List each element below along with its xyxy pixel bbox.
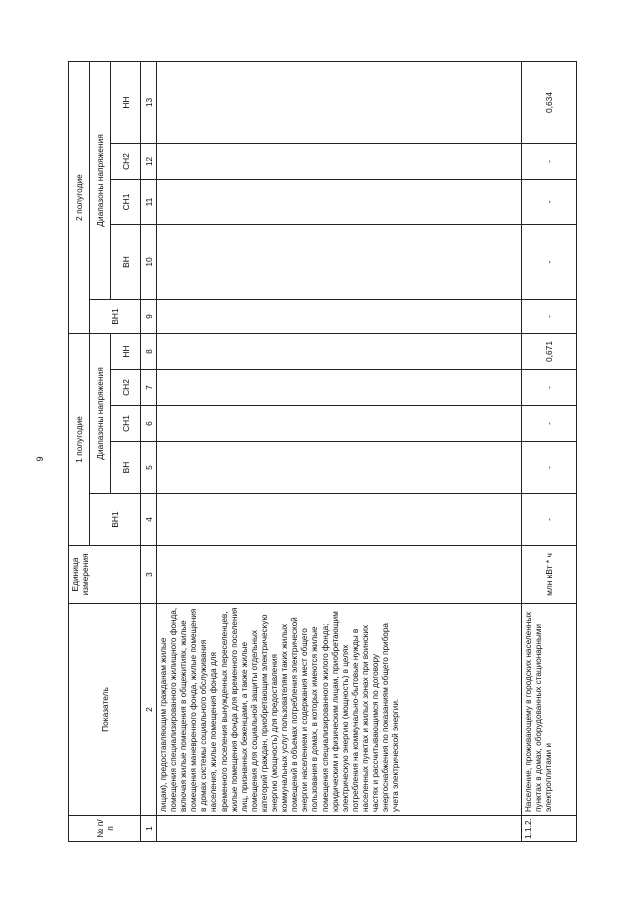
header-h1-ranges: Диапазоны напряжения — [90, 334, 111, 494]
cell-value: - — [522, 442, 577, 494]
cell-value — [157, 334, 522, 370]
header-h1-vn: ВН — [111, 442, 141, 494]
cell-value — [157, 62, 522, 144]
col-number: 5 — [141, 442, 157, 494]
cell-value — [157, 300, 522, 334]
cell-value: 0,671 — [522, 334, 577, 370]
header-half1: 1 полугодие — [69, 334, 90, 546]
table-row — [522, 62, 577, 842]
cell-value — [157, 225, 522, 300]
col-number: 7 — [141, 370, 157, 406]
header-h1-sn1: СН1 — [111, 406, 141, 442]
header-h1-nn: НН — [111, 334, 141, 370]
col-number: 1 — [141, 816, 157, 842]
cell-value — [157, 494, 522, 546]
cell-value: - — [522, 494, 577, 546]
rotated-table-container — [68, 62, 576, 842]
row-num — [157, 816, 522, 842]
col-number: 2 — [141, 604, 157, 816]
header-h2-vn: ВН — [111, 225, 141, 300]
column-number-row — [141, 62, 157, 842]
header-h2-ranges: Диапазоны напряжения — [90, 62, 111, 300]
cell-value: - — [522, 180, 577, 225]
header-unit: Единица измерения — [69, 546, 141, 604]
page-number: 9 — [35, 456, 45, 462]
cell-value: - — [522, 370, 577, 406]
header-half2: 2 полугодие — [69, 62, 90, 334]
col-number: 3 — [141, 546, 157, 604]
col-number: 6 — [141, 406, 157, 442]
col-number: 12 — [141, 144, 157, 180]
row-indicator: лицам), предоставляющим гражданам жилые помещения специализированного жилищного фонда, включая жилые помещения в общежитиях, жилые помещения маневренного фонда, жилые помещения в домах системы социального обслуживания населения, жилые помещения фонда для временного поселения вынужденных переселенцев, жилые помещения фонда для временного поселения лиц, признанных беженцами, а также жилые помещения для социальной защиты отдельных категорий граждан, приобретающим электрическую энергию (мощность) для предоставления коммунальных услуг пользователям таких жилых помещений в объемах потребления электрической энергии населением и содержания мест общего пользования в домах, в которых имеются жилые помещения специализированного жилого фонда; юридическим и физическим лицам, приобретающим электрическую энергию (мощность) в целях потребления на коммунально-бытовые нужды в населенных пунктах и жилых зонах при воинских частях и рассчитывающимся по договору энергоснабжения по показаниям общего прибора учета электрической энергии. — [157, 604, 522, 816]
row-unit: млн кВт * ч — [522, 546, 577, 604]
row-indicator: Население, проживающему в городских населенных пунктах в домах, оборудованных стационарными электроплитами и — [522, 604, 577, 816]
cell-value — [157, 180, 522, 225]
row-num: 1.1.2. — [522, 816, 577, 842]
header-h2-nn: НН — [111, 62, 141, 144]
cell-value: - — [522, 225, 577, 300]
cell-value — [157, 144, 522, 180]
cell-value — [157, 370, 522, 406]
cell-value — [157, 442, 522, 494]
cell-value — [157, 406, 522, 442]
col-number: 13 — [141, 62, 157, 144]
tariff-table — [68, 61, 577, 842]
cell-value: 0,634 — [522, 62, 577, 144]
col-number: 11 — [141, 180, 157, 225]
col-number: 9 — [141, 300, 157, 334]
table-row — [157, 62, 522, 842]
header-h2-sn2: СН2 — [111, 144, 141, 180]
row-unit — [157, 546, 522, 604]
header-h2-sn1: СН1 — [111, 180, 141, 225]
header-h2-vn1: ВН1 — [90, 300, 141, 334]
cell-value: - — [522, 300, 577, 334]
header-num: № п/п — [69, 816, 141, 842]
col-number: 10 — [141, 225, 157, 300]
cell-value: - — [522, 406, 577, 442]
header-row-1 — [69, 62, 90, 842]
col-number: 4 — [141, 494, 157, 546]
cell-value: - — [522, 144, 577, 180]
header-indicator: Показатель — [69, 604, 141, 816]
header-h1-vn1: ВН1 — [90, 494, 141, 546]
col-number: 8 — [141, 334, 157, 370]
header-h1-sn2: СН2 — [111, 370, 141, 406]
